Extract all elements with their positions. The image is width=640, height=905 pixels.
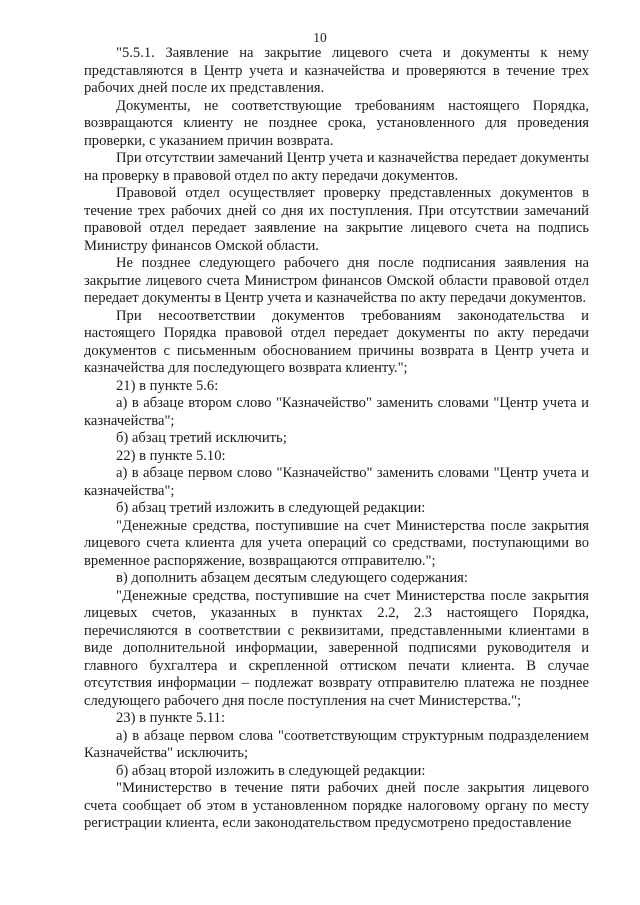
paragraph: в) дополнить абзацем десятым следующего содержания:: [116, 570, 468, 586]
paragraph: Документы, не соответствующие требованиям настоящего Порядка, возвращаются клиенту не позднее срока, установленного для проведения проверки, с указанием причин возврата.: [84, 97, 589, 149]
paragraph: 21) в пункте 5.6:: [116, 377, 219, 394]
paragraph: При несоответствии документов требованиям законодательства и настоящего Порядка правовой отдел передает документы по акту передачи документов с письменным обоснованием причины возврата в Центр учета и казначейства для последующего возврата клиенту.";: [84, 307, 589, 376]
page-number: 10: [313, 30, 327, 45]
paragraph: б) абзац третий изложить в следующей редакции:: [116, 500, 426, 516]
paragraph: а) в абзаце первом слова "соответствующим структурным подразделением Казначейства" исключить;: [84, 727, 589, 761]
paragraph: а) в абзаце первом слово "Казначейство" заменить словами "Центр учета и казначейства";: [84, 465, 589, 499]
document-body: [84, 45, 589, 833]
paragraph: "Денежные средства, поступившие на счет Министерства после закрытия лицевых счетов, указанных в пунктах 2.2, 2.3 настоящего Порядка, перечисляются в соответствии с реквизитами, представленными клиентами в виде дополнительной информации, заверенной подписями руководителя и главного бухгалтера и скрепленной оттиском печати клиента. В случае отсутствия информации – подлежат возврату отправителю платежа не позднее следующего рабочего дня после поступления на счет Министерства.";: [84, 587, 589, 709]
paragraph: б) абзац второй изложить в следующей редакции:: [116, 762, 426, 779]
paragraph: Не позднее следующего рабочего дня после подписания заявления на закрытие лицевого счета Министром финансов Омской области правовой отдел передает документы в Центр учета и казначейства по акту передачи документов.: [84, 255, 589, 306]
paragraph: При отсутствии замечаний Центр учета и казначейства передает документы на проверку в правовой отдел по акту передачи документов.: [84, 150, 589, 184]
paragraph: 23) в пункте 5.11:: [116, 710, 226, 726]
paragraph: Правовой отдел осуществляет проверку представленных документов в течение трех рабочих дней со дня их поступления. При отсутствии замечаний правовой отдел передает заявление на закрытие лицевого счета на подпись Министру финансов Омской области.: [84, 185, 589, 254]
paragraph: "5.5.1. Заявление на закрытие лицевого счета и документы к нему представляются в Центр учета и казначейства и проверяются в течение трех рабочих дней после их представления.: [84, 45, 589, 96]
paragraph: а) в абзаце втором слово "Казначейство" заменить словами "Центр учета и казначейства";: [84, 395, 589, 429]
paragraph: "Денежные средства, поступившие на счет Министерства после закрытия лицевого счета клиента для учета операций со средствами, поступающими во временное распоряжение, возвращаются отправителю.";: [84, 517, 589, 569]
paragraph: б) абзац третий исключить;: [116, 430, 287, 446]
paragraph: 22) в пункте 5.10:: [116, 447, 226, 464]
paragraph: "Министерство в течение пяти рабочих дней после закрытия лицевого счета сообщает об этом в установленном порядке налоговому органу по месту регистрации клиента, если законодательством предусмотрено предоставление: [84, 780, 589, 831]
